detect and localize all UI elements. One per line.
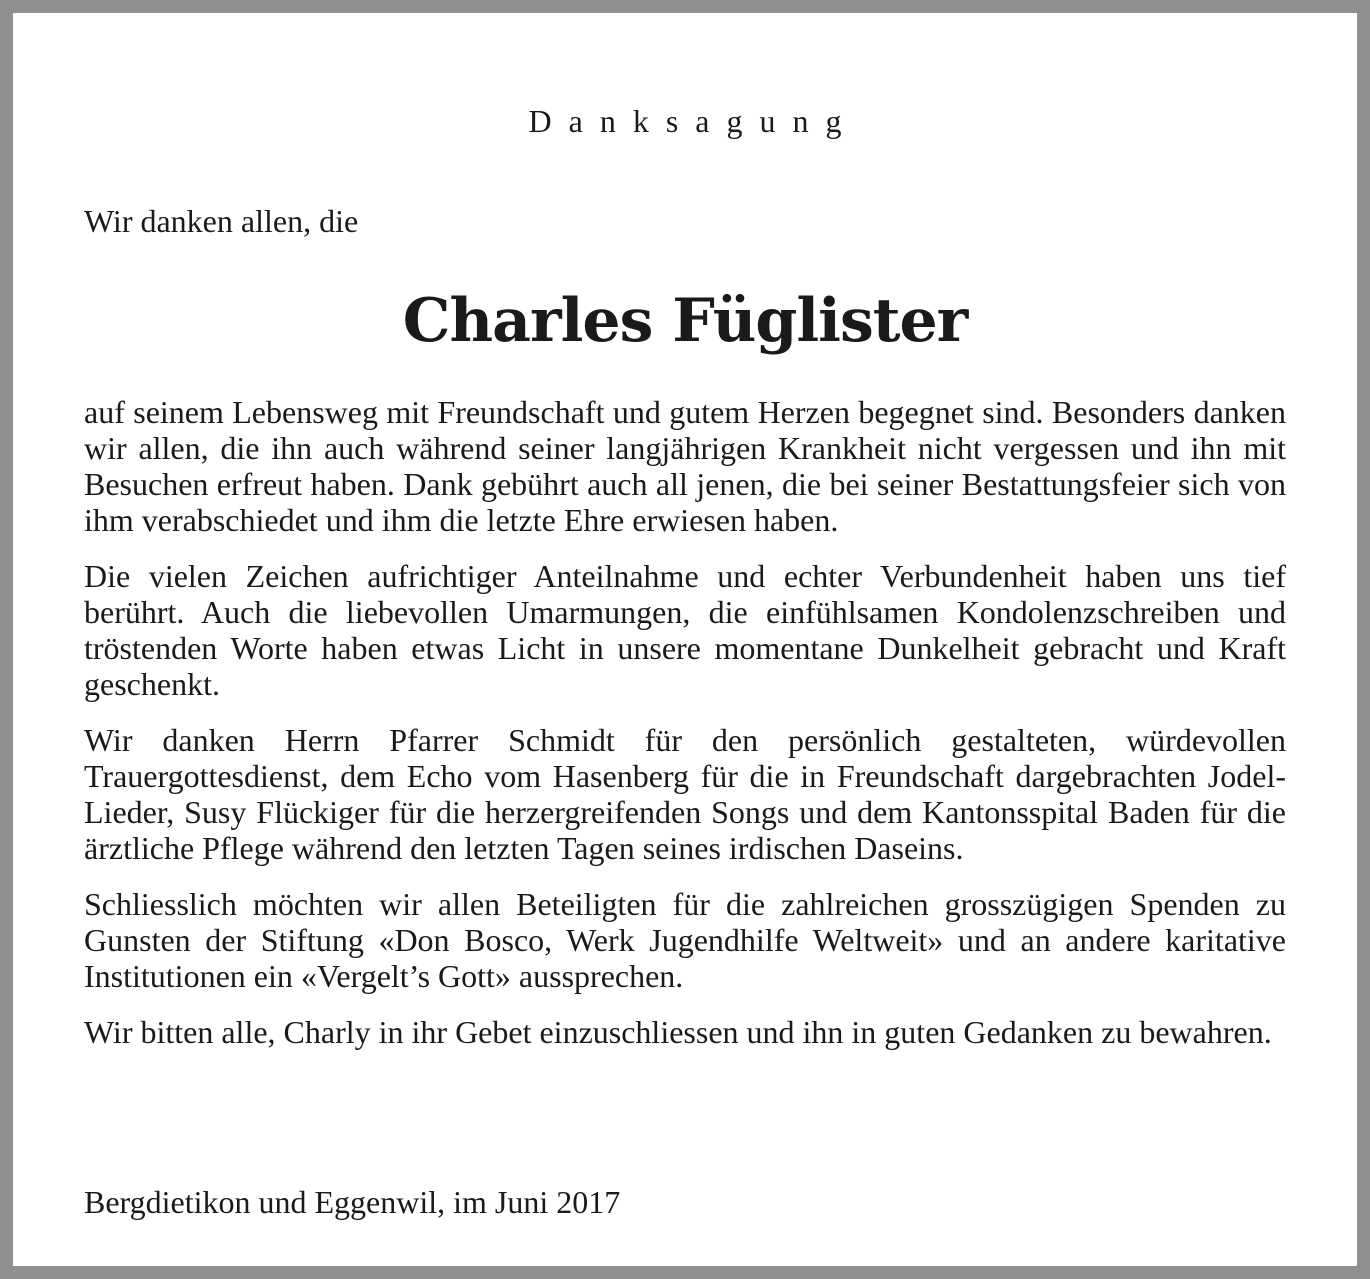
obituary-notice xyxy=(13,13,1357,1266)
paragraph: Schliesslich möchten wir allen Beteiligten für die zahlreichen grosszügigen Spenden zu Gunsten der Stiftung «Don Bosco, Werk Jugendhilfe Weltweit» und an andere karitative Institutionen ein «Vergelt’s Gott» aussprechen. xyxy=(84,886,1286,994)
deceased-name: Charles Füglister xyxy=(402,286,968,356)
paragraph: Wir bitten alle, Charly in ihr Gebet einzuschliessen und ihn in guten Gedanken zu bewahren. xyxy=(84,1014,1272,1050)
notice-heading: Danksagung xyxy=(528,103,859,139)
paragraph: auf seinem Lebensweg mit Freundschaft und gutem Herzen begegnet sind. Besonders danken wir allen, die ihn auch während seiner langjährigen Krankheit nicht vergessen und ihn mit Besuchen erfreut haben. Dank gebührt auch all jenen, die bei seiner Bestattungsfeier sich von ihm verabschiedet und ihm die letzte Ehre erwiesen haben. xyxy=(84,394,1286,538)
notice-body xyxy=(84,394,1286,1070)
place-date-line: Bergdietikon und Eggenwil, im Juni 2017 xyxy=(84,1184,621,1220)
paragraph: Die vielen Zeichen aufrichtiger Anteilnahme und echter Verbundenheit haben uns tief berührt. Auch die liebevollen Umarmungen, die einfühlsamen Kondolenzschreiben und tröstenden Worte haben etwas Licht in unsere momentane Dunkelheit gebracht und Kraft geschenkt. xyxy=(84,558,1286,702)
paragraph: Wir danken Herrn Pfarrer Schmidt für den persönlich gestalteten, würdevollen Trauergottesdienst, dem Echo vom Hasenberg für die in Freundschaft dargebrachten Jodel-Lieder, Susy Flückiger für die herzergreifenden Songs und dem Kantonsspital Baden für die ärztliche Pflege während den letzten Tagen seines irdischen Daseins. xyxy=(84,722,1286,866)
intro-line: Wir danken allen, die xyxy=(84,203,359,239)
